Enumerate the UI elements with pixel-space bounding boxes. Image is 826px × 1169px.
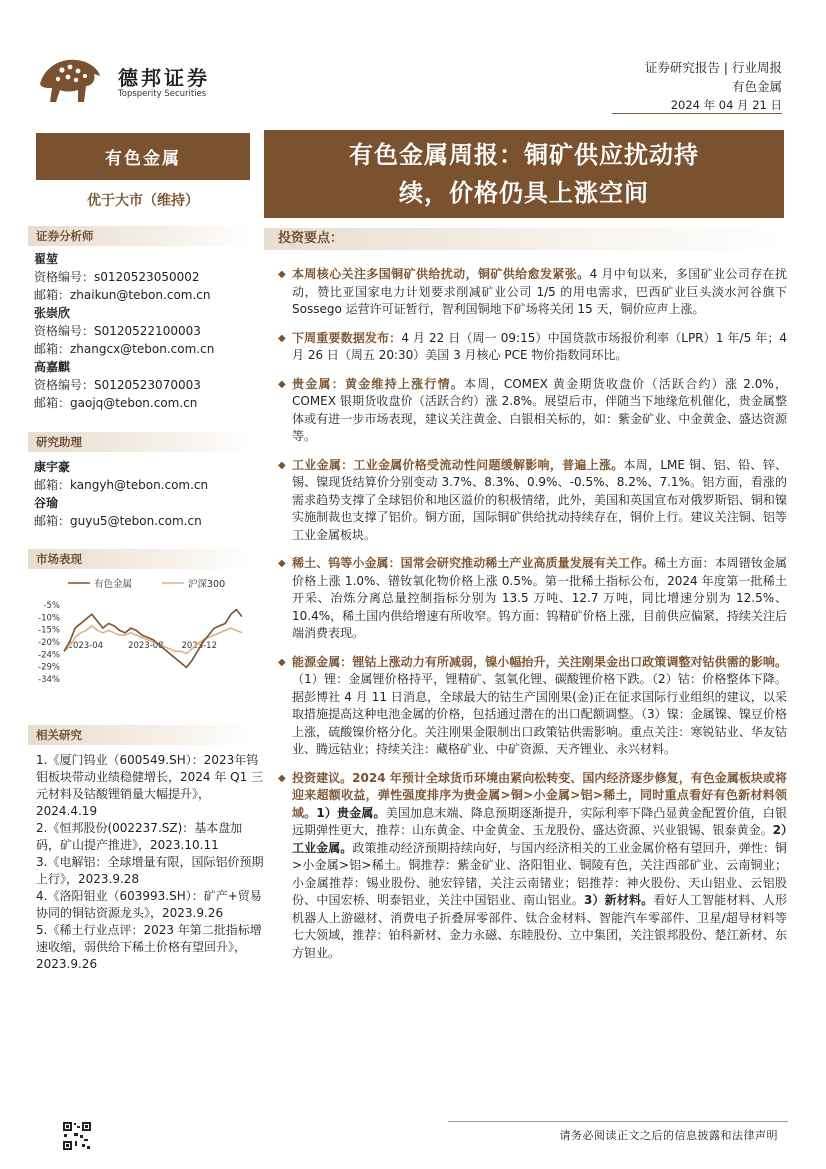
assistant-email[interactable]: 邮箱：guyu5@tebon.com.cn — [34, 514, 202, 528]
key-point-headline: 下周重要数据发布： — [292, 330, 402, 345]
y-tick-label: -20% — [38, 638, 60, 648]
report-date: 2024 年 04 月 21 日 — [670, 98, 782, 112]
bullet-icon: ◆ — [278, 378, 286, 390]
report-type: 证券研究报告 | 行业周报 — [644, 60, 782, 75]
related-list — [36, 752, 264, 973]
analyst-cert: 资格编号：S0120523070003 — [34, 378, 201, 392]
market-chart — [30, 575, 255, 690]
y-tick-label: -5% — [43, 601, 60, 611]
market-heading: 市场表现 — [28, 549, 250, 569]
bullet-icon: ◆ — [278, 332, 286, 344]
key-point — [272, 376, 787, 446]
assistant-name: 康宇豪 — [34, 460, 71, 474]
logo-mark-icon — [38, 54, 102, 106]
analyst-email[interactable]: 邮箱：zhaikun@tebon.com.cn — [34, 288, 211, 302]
y-tick-label: -24% — [38, 650, 60, 661]
title-line-2: 续，价格仍具上涨空间 — [399, 178, 649, 207]
qr-code-icon — [62, 1121, 92, 1151]
y-tick-label: -34% — [38, 675, 60, 685]
key-point-text: （1）锂：金属锂价格持平，锂精矿、氢氧化锂、碳酸锂价格下跌。（2）钴：价格整体下降。据彭博社 4 月 11 日消息，全球最大的钴生产国刚果(金)正在征求国际行业组织的建议，以采取措施提高这种电池金属的价格，包括通过潜在的出口配额调整。（3）镍：金属镍、镍豆价格上涨，硫酸镍价格分化。关注刚果金限制出口政策钴供需影响。重点关注：寒锐钴业、华友钴业、腾远钴业；持续关注：藏格矿业、中矿资源、天齐锂业、永兴材料。 — [292, 672, 787, 756]
sector-box: 有色金属 — [36, 133, 250, 180]
key-point-text: 4 月中旬以来，多国矿业公司存在扰动，赞比亚国家电力计划要求削减矿业公司 1/5 的用电需求，巴西矿业巨头淡水河谷旗下 Sossego 运营许可证暂行，智利国铜地下矿场将关闭 15 天，铜价应声上涨。 — [292, 267, 787, 316]
bullet-icon: ◆ — [278, 459, 286, 471]
analyst-cert: 资格编号：S0120522100003 — [34, 324, 201, 338]
title-line-1: 有色金属周报：铜矿供应扰动持 — [349, 140, 699, 169]
legend-label: 沪深300 — [188, 579, 226, 590]
analyst-name: 高嘉麒 — [34, 360, 71, 374]
key-point-headline: 贵金属：黄金维持上涨行情。 — [292, 376, 465, 391]
key-point — [272, 330, 787, 365]
assistant-email[interactable]: 邮箱：kangyh@tebon.com.cn — [34, 478, 209, 492]
related-heading: 相关研究 — [28, 725, 250, 745]
logo-name: 德邦证券 — [118, 66, 210, 90]
y-tick-label: -15% — [38, 625, 60, 636]
assistant-name: 谷瑜 — [34, 496, 59, 510]
report-title — [264, 130, 784, 218]
advice-headline: 投资建议。2024 年预计全球货币环境由紧向松转变、国内经济逐步修复，有色金属板块或将迎来超额收益，弹性强度排序为贵金属>铜>小金属>铝>稀土，同时重点看好有色新材料领域。 — [292, 770, 787, 820]
related-item[interactable]: 2.《恒邦股份(002237.SZ)：基本盘加码，矿山提产推进》，2023.10.11 — [36, 821, 243, 852]
advice-label: 2）工业金属。 — [292, 823, 787, 855]
x-tick-label: 2023-12 — [181, 641, 217, 651]
analyst-email[interactable]: 邮箱：zhangcx@tebon.com.cn — [34, 342, 215, 356]
key-point-headline: 稀土、钨等小金属：国常会研究推动稀土产业高质量发展有关工作。 — [292, 556, 655, 570]
key-point-text: 4 月 22 日（周一 09:15）中国贷款市场报价利率（LPR）1 年/5 年；4 月 26 日（周五 20:30）美国 3 月核心 PCE 物价指数同环比。 — [292, 330, 787, 362]
legend-label: 有色金属 — [94, 579, 133, 590]
key-point — [272, 555, 787, 643]
series-line — [64, 610, 242, 668]
advice-text: 看好人工智能材料、人形机器人上游磁材、消费电子折叠屏零部件、钛合金材料、智能汽车零部件、卫星/超导材料等七大领域，推荐：铂科新材、金力永磁、东睦股份、立中集团，关注银邦股份、楚江新材、东方钽业。 — [292, 893, 787, 960]
advice-text: 政策推动经济预期持续向好，与国内经济相关的工业金属价格有望回升，弹性：铜>小金属>铝>稀土。铜推荐：紫金矿业、洛阳钼业、铜陵有色，关注西部矿业、云南铜业；小金属推荐：锡业股份、驰宏锌锗，关注云南锗业；铝推荐：神火股份、天山铝业、云铝股份、中国宏桥、明泰铝业，关注中国铝业、南山铝业。 — [292, 840, 787, 907]
analyst-name: 张崇欣 — [34, 306, 71, 320]
related-item[interactable]: 5.《稀土行业点评：2023 年第二批指标增速收缩，弱供给下稀土价格有望回升》，2023.9.26 — [36, 923, 262, 971]
advice-text: 美国加息末端、降息预期逐渐提升，实际利率下降凸显黄金配置价值，白银远期弹性更大，推荐：山东黄金、中金黄金、玉龙股份、盛达资源、兴业银锡、银泰黄金。 — [292, 805, 787, 837]
bullet-icon: ◆ — [278, 558, 286, 569]
x-tick-label: 2023-04 — [67, 641, 104, 651]
related-item[interactable]: 3.《电解铝：全球增量有限，国际铝价预期上行》，2023.9.28 — [36, 855, 264, 886]
sector-tag: 有色金属 — [731, 79, 782, 94]
key-points — [272, 266, 787, 973]
x-tick-label: 2023-08 — [128, 641, 164, 651]
analyst-name: 翟堃 — [34, 252, 59, 266]
key-points-heading: 投资要点： — [264, 228, 784, 250]
key-point-text: 本周，LME 铜、铝、铅、锌、锡、镍现货结算价分别变动 3.7%、8.3%、0.9%、-0.5%、8.2%、7.1%。铝方面，看涨的需求趋势支撑了全球铝价和地区溢价的积极情绪，此外，美国和英国宣布对俄罗斯铝、铜和镍实施制裁也支撑了铝价。铜方面，国际铜矿供给扰动持续存在，铜价上行。建议关注铜、铝等工业金属板块。 — [292, 457, 787, 542]
bullet-icon: ◆ — [278, 656, 286, 668]
advice-label: 1）贵金属。 — [316, 805, 386, 820]
key-point — [272, 266, 787, 319]
related-item[interactable]: 1.《厦门钨业（600549.SH）：2023年钨钼板块带动业绩稳健增长，2024 年 Q1 三元材料及钴酸锂销量大幅提升》，2024.4.19 — [36, 753, 264, 818]
key-point-headline: 能源金属：锂钴上涨动力有所减弱，镍小幅抬升，关注刚果金出口政策调整对钴供需的影响。 — [292, 654, 787, 669]
key-point — [272, 654, 787, 759]
footer-disclaimer[interactable]: 请务必阅读正文之后的信息披露和法律声明 — [559, 1129, 778, 1142]
advice-label: 3）新材料。 — [583, 893, 654, 907]
investment-advice — [272, 770, 787, 963]
bullet-icon: ◆ — [278, 772, 286, 784]
key-point-headline: 本周核心关注多国铜矿供给扰动，铜矿供给愈发紧张。 — [292, 267, 590, 281]
key-point — [272, 457, 787, 545]
analyst-email[interactable]: 邮箱：gaojq@tebon.com.cn — [34, 396, 198, 410]
bullet-icon: ◆ — [278, 269, 286, 280]
related-item[interactable]: 4.《洛阳钼业（603993.SH）：矿产+贸易协同的铜钴资源龙头》，2023.9.26 — [36, 889, 262, 920]
y-tick-label: -29% — [38, 662, 60, 673]
rating: 优于大市（维持） — [87, 193, 199, 209]
header-divider — [612, 113, 782, 114]
header-meta — [645, 58, 782, 115]
y-tick-label: -10% — [38, 613, 60, 624]
analysts-heading: 证券分析师 — [28, 226, 250, 246]
logo-english: Topsperity Securities — [118, 89, 207, 99]
analyst-cert: 资格编号：s0120523050002 — [34, 270, 200, 284]
footer-divider — [448, 1121, 788, 1122]
key-point-text: 稀土方面：本周镨钕金属价格上涨 1.0%、镨钕氧化物价格上涨 0.5%。第一批稀土指标公布，2024 年度第一批稀土开采、冶炼分离总量控制指标分别为 13.5 万吨、12.7 万吨，同比增速分别为 12.5%、10.4%，稀土国内供给增速有所收窄。钨方面：钨精矿价格上涨，目前供应偏紧，持续关注后端消费表现。 — [292, 556, 787, 640]
key-point-headline: 工业金属：工业金属价格受流动性问题缓解影响，普遍上涨。 — [292, 457, 624, 472]
assistants-heading: 研究助理 — [28, 432, 250, 452]
key-point-text: 本周，COMEX 黄金期货收盘价（活跃合约）涨 2.0%，COMEX 银期货收盘价（活跃合约）涨 2.8%。展望后市，伴随当下地缘危机催化，贵金属整体或有进一步市场表现，建议关注黄金、白银相关标的，如：紫金矿业、中金黄金、盛达资源等。 — [292, 376, 787, 443]
